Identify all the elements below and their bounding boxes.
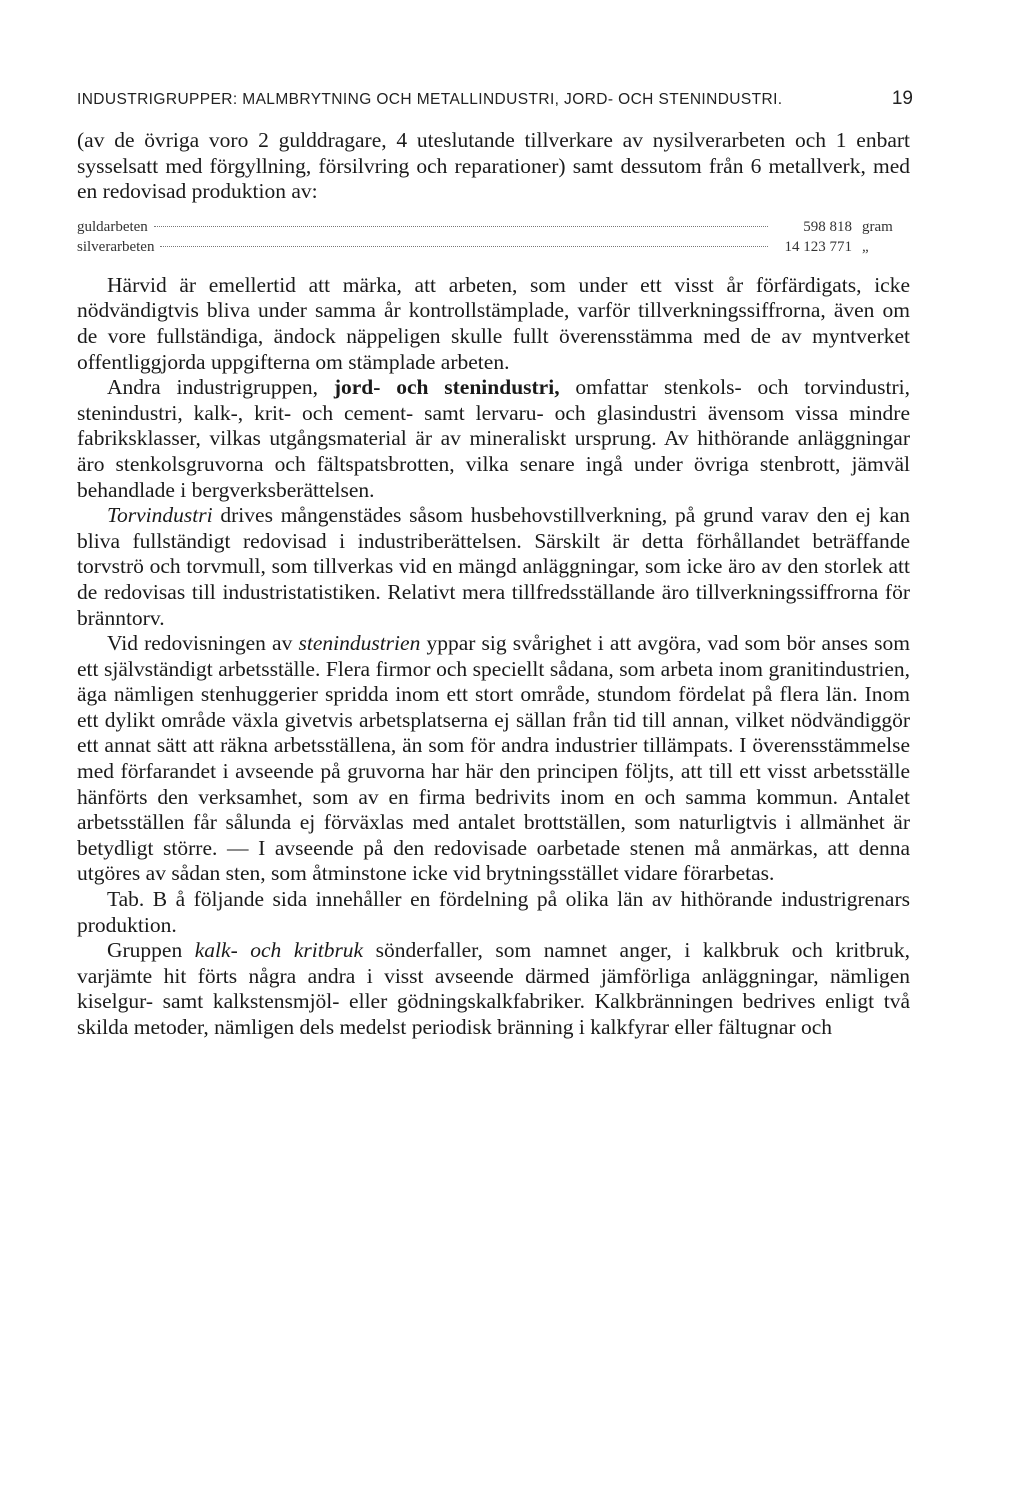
running-head-title: INDUSTRIGRUPPER: MALMBRYTNING OCH METALLINDUSTRI, JORD- OCH STENINDUSTRI.	[77, 91, 783, 108]
italic-term: kalk- och kritbruk	[194, 938, 364, 963]
paragraph-text: Andra industrigruppen,	[107, 375, 334, 400]
paragraph-stenindustrien	[77, 631, 910, 887]
italic-term: Torvindustri	[107, 503, 213, 528]
dot-leader	[154, 226, 768, 227]
production-value: 598 818	[803, 218, 852, 235]
paragraph-text: sönderfaller, som namnet anger, i kalkbruk och kritbruk, varjämte hit förts några andra i visst avseende därmed jämförliga anläggningar, nämligen kiselgur- samt kalkstensmjöl- eller gödningskalkfabriker. Kalkbränningen bedrives enligt två skilda metoder, nämligen dels medelst periodisk bränning i kalkfyrar eller fältugnar och	[77, 938, 910, 1039]
paragraph-text: drives mångenstädes såsom husbehovstillverkning, på grund varav den ej kan bliva fullständigt redovisad i industriberättelsen. Särskilt är detta förhållandet beträffande torvströ och torvmull, som tillverkas vid en mängd anläggningar, som icke äro av den storlek att de redovisas till industristatistiken. Relativt mera tillfredsställande äro tillverkningssiffrorna för bränntorv.	[77, 503, 910, 630]
paragraph-text: Gruppen	[107, 938, 195, 963]
running-head	[77, 88, 913, 110]
italic-term: stenindustrien	[298, 631, 421, 656]
paragraph-torvindustri	[77, 503, 910, 631]
bold-term: jord- och stenindustri,	[333, 375, 560, 400]
paragraph-jord-och-stenindustri	[77, 375, 910, 503]
paragraph-text: yppar sig svårighet i att avgöra, vad som bör anses som ett självständigt arbetsställe. Flera firmor och speciellt sådana, som arbeta inom granitindustrien, äga nämligen stenhuggerier spridda inom ett stort område, stundom fördelat på flera län. Inom ett dylikt område växla givetvis arbetsplatserna ej sällan från tid till annan, vilket nödvändiggör ett annat sätt att räkna arbetsställena, än som för andra industrier tillämpats. I överensstämmelse med förfarandet i avseende på gruvorna har här den principen följts, att till ett visst arbetsställe hänförts den verksamhet, som av en firma bedrivits inom en och samma kommun. Antalet arbetsställen får sålunda ej förväxlas med antalet brottställen, som naturligtvis i allmänhet är betydligt större. — I avseende på den redovisade oarbetade stenen må anmärkas, att denna utgöres av sådan sten, som åtminstone icke vid brytningsstället vidare förarbetas.	[77, 631, 910, 886]
production-row-silverarbeten	[77, 237, 910, 257]
production-value: 14 123 771	[784, 238, 852, 255]
production-unit: gram	[862, 218, 893, 235]
production-unit: „	[862, 238, 869, 255]
body-text	[77, 128, 910, 1041]
production-label: guldarbeten	[77, 218, 148, 235]
page-number: 19	[891, 88, 913, 109]
production-label: silverarbeten	[77, 238, 155, 255]
production-table	[77, 217, 910, 257]
paragraph-tab-b-reference: Tab. B å följande sida innehåller en fördelning på olika län av hithörande industrigrenars produktion.	[77, 887, 910, 937]
production-row-guldarbeten	[77, 217, 910, 237]
paragraph-text: omfattar stenkols- och torvindustri, stenindustri, kalk-, krit- och cement- samt lervaru- och glasindustri ävensom vissa mindre fabriksklasser, vilkas utgångsmaterial är av mineraliskt ursprung. Av hithörande anläggningar äro stenkolsgruvorna och fältspatsbrotten, vilka senare ingå under övriga stenbrott, jämväl behandlade i bergverksberättelsen.	[77, 375, 910, 502]
paragraph-kontrollstampling: Härvid är emellertid att märka, att arbeten, som under ett visst år förfärdigats, icke nödvändigtvis bliva under samma år kontrollstämplade, varför tillverkningssiffrorna, även om de vore fullständiga, ändock näppeligen skulle fullt överensstämma med de av myntverket offentliggjorda uppgifterna om stämplade arbeten.	[77, 272, 910, 374]
paragraph-kalk-och-kritbruk	[77, 938, 910, 1040]
dot-leader	[160, 246, 768, 247]
intro-paragraph: (av de övriga voro 2 gulddragare, 4 uteslutande tillverkare av nysilverarbeten och 1 enbart sysselsatt med förgyllning, försilvring och reparationer) samt dessutom från 6 metallverk, med en redovisad produktion av:	[77, 128, 910, 204]
paragraph-text: Vid redovisningen av	[107, 631, 299, 656]
